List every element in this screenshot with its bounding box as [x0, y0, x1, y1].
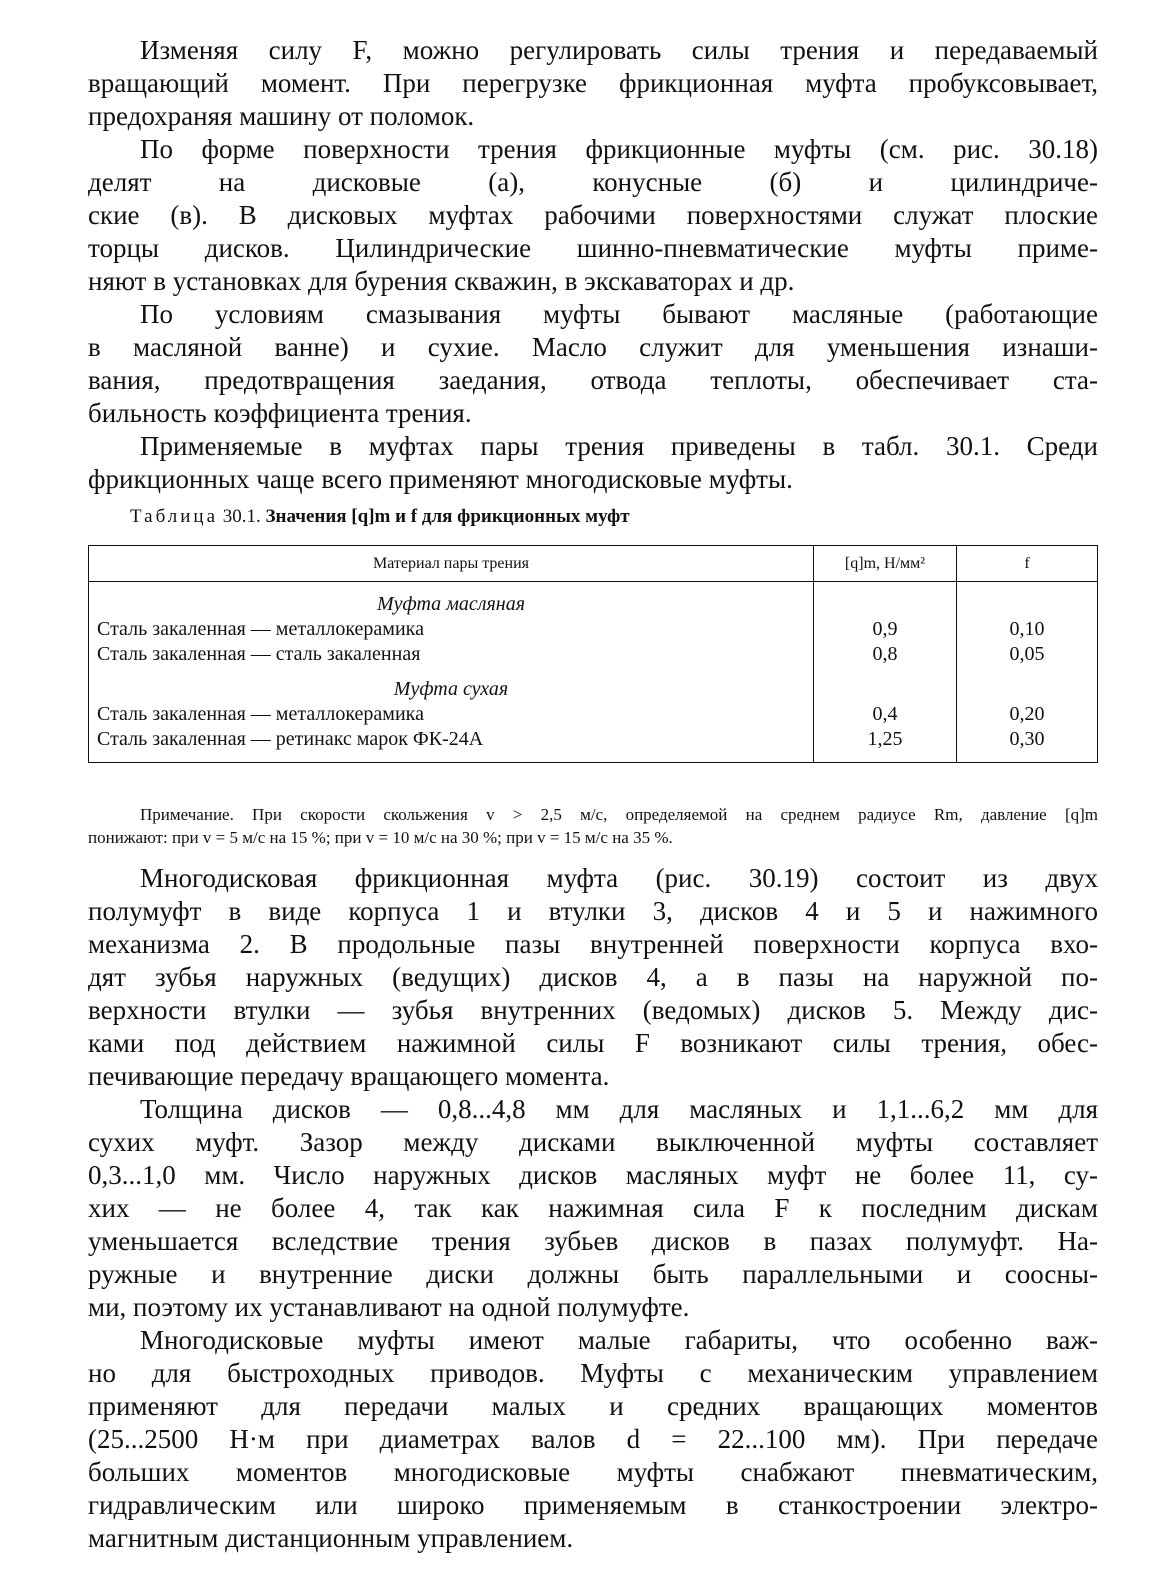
- text-line: магнитным дистанционным управлением.: [88, 1523, 574, 1553]
- friction-cell: 0,05: [1009, 643, 1045, 665]
- material-column: [89, 582, 814, 763]
- text-line: сухих муфт. Зазор между дисками выключенной муфты составляет: [88, 1127, 1098, 1157]
- friction-cell: 0,10: [1009, 618, 1045, 640]
- text-line: няют в установках для бурения скважин, в экскаваторах и др.: [88, 266, 795, 296]
- text-line: ские (в). В дисковых муфтах рабочими поверхностями служат плоские: [88, 200, 1098, 230]
- table-note: [88, 803, 1098, 849]
- text-line: хих — не более 4, так как нажимная сила F к последним дискам: [88, 1193, 1098, 1223]
- text-line: вращающий момент. При перегрузке фрикционная муфта пробуксовывает,: [88, 68, 1098, 98]
- text-line: применяют для передачи малых и средних вращающих моментов: [88, 1391, 1098, 1421]
- header-material: Материал пары трения: [89, 546, 814, 582]
- table-caption: [130, 504, 630, 530]
- friction-column: [957, 582, 1098, 763]
- pressure-cell: 0,4: [872, 703, 898, 725]
- text-line: дят зубья наружных (ведущих) дисков 4, а в пазы на наружной по-: [88, 962, 1098, 992]
- group-title: Муфта сухая: [393, 678, 509, 700]
- text-line: в масляной ванне) и сухие. Масло служит для уменьшения изнаши-: [88, 332, 1098, 362]
- table-caption-title: Значения [q]m и f для фрикционных муфт: [265, 506, 630, 527]
- text-line: бильность коэффициента трения.: [88, 398, 472, 428]
- text-line: ружные и внутренние диски должны быть параллельными и соосны-: [88, 1259, 1098, 1289]
- text-line: ками под действием нажимной силы F возникают силы трения, обес-: [88, 1028, 1098, 1058]
- text-line: Многодисковая фрикционная муфта (рис. 30.19) состоит из двух: [140, 863, 1098, 893]
- text-line: полумуфт в виде корпуса 1 и втулки 3, дисков 4 и 5 и нажимного: [88, 896, 1098, 926]
- pressure-column: [814, 582, 957, 763]
- pressure-cell: 0,9: [872, 618, 898, 640]
- text-line: вания, предотвращения заедания, отвода теплоты, обеспечивает ста-: [88, 365, 1098, 395]
- text-line: Толщина дисков — 0,8...4,8 мм для масляных и 1,1...6,2 мм для: [140, 1094, 1098, 1124]
- text-line: делят на дисковые (а), конусные (б) и цилиндриче-: [88, 167, 1098, 197]
- text-line: печивающие передачу вращающего момента.: [88, 1061, 610, 1091]
- note-line: Примечание. При скорости скольжения v > 2,5 м/с, определяемой на среднем радиусе Rm, давление [q]m: [140, 805, 1098, 824]
- text-line: Многодисковые муфты имеют малые габариты, что особенно важ-: [140, 1325, 1098, 1355]
- header-friction-coefficient: f: [957, 546, 1098, 582]
- material-cell: Сталь закаленная — ретинакс марок ФК-24А: [97, 728, 484, 750]
- material-cell: Сталь закаленная — сталь закаленная: [97, 643, 421, 665]
- friction-table: [88, 545, 1098, 763]
- text-line: больших моментов многодисковые муфты снабжают пневматическим,: [88, 1457, 1098, 1487]
- friction-cell: 0,30: [1009, 728, 1045, 750]
- text-line: торцы дисков. Цилиндрические шинно-пневматические муфты приме-: [88, 233, 1098, 263]
- pressure-cell: 0,8: [872, 643, 898, 665]
- text-line: Изменяя силу F, можно регулировать силы трения и передаваемый: [140, 35, 1098, 65]
- text-line: но для быстроходных приводов. Муфты с механическим управлением: [88, 1358, 1098, 1388]
- text-line: ми, поэтому их устанавливают на одной полумуфте.: [88, 1292, 690, 1322]
- text-line: предохраняя машину от поломок.: [88, 101, 475, 131]
- text-block-top: [88, 34, 1098, 496]
- table-caption-prefix: Таблица: [130, 506, 219, 527]
- friction-cell: 0,20: [1009, 703, 1045, 725]
- text-line: гидравлическим или широко применяемым в станкостроении электро-: [88, 1490, 1098, 1520]
- text-block-bottom: [88, 862, 1098, 1555]
- note-line: понижают: при v = 5 м/с на 15 %; при v = 10 м/с на 30 %; при v = 15 м/с на 35 %.: [88, 828, 673, 847]
- text-line: фрикционных чаще всего применяют многодисковые муфты.: [88, 464, 793, 494]
- text-line: По условиям смазывания муфты бывают масляные (работающие: [140, 299, 1098, 329]
- pressure-cell: 1,25: [867, 728, 903, 750]
- material-cell: Сталь закаленная — металлокерамика: [97, 703, 424, 725]
- table-header-row: [89, 546, 1098, 582]
- text-line: По форме поверхности трения фрикционные муфты (см. рис. 30.18): [140, 134, 1098, 164]
- text-line: Применяемые в муфтах пары трения приведены в табл. 30.1. Среди: [140, 431, 1098, 461]
- table-body-row: [89, 582, 1098, 763]
- material-cell: Сталь закаленная — металлокерамика: [97, 618, 424, 640]
- text-line: механизма 2. В продольные пазы внутренней поверхности корпуса вхо-: [88, 929, 1098, 959]
- header-pressure: [q]m, Н/мм²: [814, 546, 957, 582]
- table-caption-number: 30.1.: [222, 506, 261, 527]
- text-line: (25...2500 Н·м при диаметрах валов d = 22...100 мм). При передаче: [88, 1424, 1098, 1454]
- text-line: 0,3...1,0 мм. Число наружных дисков масляных муфт не более 11, су-: [88, 1160, 1098, 1190]
- text-line: верхности втулки — зубья внутренних (ведомых) дисков 5. Между дис-: [88, 995, 1098, 1025]
- text-line: уменьшается вследствие трения зубьев дисков в пазах полумуфт. На-: [88, 1226, 1098, 1256]
- group-title: Муфта масляная: [376, 593, 526, 615]
